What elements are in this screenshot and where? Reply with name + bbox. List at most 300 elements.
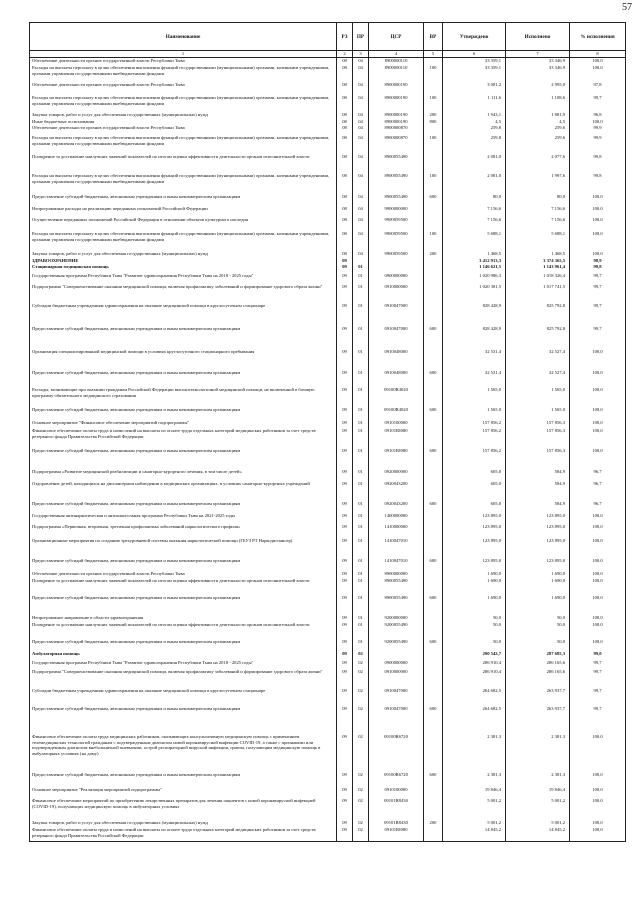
cell-vr: 200 (424, 820, 443, 827)
table-row (30, 501, 626, 513)
cell-name: Государственная антинаркотическая и антиалкогольная программа Республики Тыва на 2021-2025 годы (30, 513, 337, 524)
cell-approved: 157 856,2 (443, 448, 506, 469)
cell-executed: 5 001,2 (506, 798, 570, 820)
cell-percent: 96,7 (570, 481, 626, 501)
table-body (30, 58, 626, 842)
cell-csr: 0910048000 (369, 349, 424, 370)
cell-name: Предоставление субсидий бюджетным, автономным учреждениям и иным некоммерческим организациям (30, 501, 337, 513)
cell-vr (424, 660, 443, 669)
table-row (30, 706, 626, 734)
header-pr: ПР (353, 23, 369, 51)
cell-rz: 09 (337, 820, 353, 827)
cell-vr (424, 524, 443, 538)
cell-rz: 09 (337, 326, 353, 349)
cell-rz: 08 (337, 194, 353, 206)
cell-percent: 100,0 (570, 513, 626, 524)
cell-vr (424, 154, 443, 173)
header-vr: ВР (424, 23, 443, 51)
header-csr: ЦСР (369, 23, 424, 51)
cell-approved: 50,0 (443, 615, 506, 622)
cell-csr: 09101RI080 (369, 448, 424, 469)
cell-vr: 600 (424, 558, 443, 571)
cell-vr (424, 125, 443, 135)
cell-percent: 100,0 (570, 119, 626, 125)
cell-pr: 01 (353, 370, 369, 387)
cell-pr: 04 (353, 206, 369, 217)
cell-rz: 09 (337, 448, 353, 469)
cell-executed: 157 856,3 (506, 428, 570, 448)
cell-executed: 1 881,9 (506, 112, 570, 119)
cell-approved: 7 156,6 (443, 217, 506, 231)
cell-percent: 99,7 (570, 706, 626, 734)
cell-rz: 08 (337, 217, 353, 231)
cell-pr: 04 (353, 125, 369, 135)
cell-vr: 100 (424, 65, 443, 82)
cell-percent: 100,0 (570, 639, 626, 651)
cell-executed: 2 381,3 (506, 734, 570, 772)
cell-csr: 8900000110 (369, 58, 424, 66)
cell-approved: 5 001,2 (443, 798, 506, 820)
cell-rz: 09 (337, 558, 353, 571)
cell-csr: 09101RI080 (369, 428, 424, 448)
cell-csr: 09101R8430 (369, 820, 424, 827)
cell-pr: 01 (353, 538, 369, 558)
cell-pr: 04 (353, 135, 369, 154)
cell-rz: 09 (337, 669, 353, 688)
cell-approved: 32 531,4 (443, 349, 506, 370)
cell-name: Предоставление субсидий бюджетным, автономным учреждениям и иным некоммерческим организациям (30, 558, 337, 571)
table-row (30, 206, 626, 217)
cell-pr: 04 (353, 251, 369, 258)
cell-approved: 4,5 (443, 119, 506, 125)
table-row (30, 173, 626, 194)
cell-approved: 828 428,9 (443, 326, 506, 349)
cell-percent: 100,0 (570, 58, 626, 66)
cell-csr: 8900000870 (369, 135, 424, 154)
cell-executed: 1 468,5 (506, 251, 570, 258)
cell-pr: 01 (353, 387, 369, 407)
cell-rz: 09 (337, 273, 353, 284)
cell-approved: 605,0 (443, 501, 506, 513)
cell-vr (424, 798, 443, 820)
cell-executed: 287 685,3 (506, 651, 570, 660)
cell-csr: 1410047010 (369, 558, 424, 571)
cell-rz: 09 (337, 639, 353, 651)
cell-csr: 0910047000 (369, 706, 424, 734)
cell-rz: 09 (337, 428, 353, 448)
cell-vr: 600 (424, 501, 443, 513)
cell-pr: 04 (353, 231, 369, 251)
cell-rz: 09 (337, 469, 353, 481)
cell-vr: 200 (424, 251, 443, 258)
cell-approved: 2 081,0 (443, 154, 506, 173)
cell-pr: 02 (353, 669, 369, 688)
cell-percent: 100,0 (570, 538, 626, 558)
cell-percent: 99,8 (570, 173, 626, 194)
cell-rz: 09 (337, 349, 353, 370)
cell-vr: 600 (424, 194, 443, 206)
cell-name: Расходы на выплаты персоналу в целях обеспечения выполнения функций государственными (муниципальными) органами, казенными учреждениями, органами управления государственными внебюджетными фондами (30, 135, 337, 154)
table-row (30, 448, 626, 469)
table-row (30, 251, 626, 258)
cell-vr (424, 669, 443, 688)
cell-percent: 99,7 (570, 95, 626, 112)
cell-approved: 1 468,5 (443, 251, 506, 258)
cell-vr (424, 571, 443, 578)
table-row (30, 349, 626, 370)
cell-csr: 9200055490 (369, 622, 424, 639)
cell-executed: 1 143 961,4 (506, 264, 570, 273)
cell-vr: 600 (424, 639, 443, 651)
cell-pr: 01 (353, 571, 369, 578)
cell-approved: 123 895,0 (443, 558, 506, 571)
cell-csr: 8900000000 (369, 571, 424, 578)
cell-csr (369, 264, 424, 273)
cell-percent: 100,0 (570, 595, 626, 615)
cell-approved: 33 359,1 (443, 58, 506, 66)
cell-rz: 09 (337, 501, 353, 513)
cell-rz: 09 (337, 387, 353, 407)
cell-approved: 19 846,4 (443, 787, 506, 798)
cell-csr: 8900000110 (369, 65, 424, 82)
cell-name: Расходы на выплаты персоналу в целях обеспечения выполнения функций государственными (муниципальными) органами, казенными учреждениями, органами управления государственными внебюджетными фондами (30, 95, 337, 112)
cell-vr (424, 469, 443, 481)
cell-name: Поощрение за достижение наилучших значений показателей по итогам оценки эффективности деятельности органов исполнительной власти (30, 578, 337, 595)
table-row (30, 428, 626, 448)
cell-name: Основное мероприятие "Реализация мероприятий подпрограммы" (30, 787, 337, 798)
cell-name: Амбулаторная помощь (30, 651, 337, 660)
cell-name: Предоставление субсидий бюджетным, автономным учреждениям и иным некоммерческим организациям (30, 370, 337, 387)
cell-percent: 100,0 (570, 615, 626, 622)
cell-name: Финансовое обеспечение мероприятий по приобретению лекарственных препаратов для лечения пациентов с новой коронавирусной инфекцией (COVID-19), получающих медицинскую помощь в амбулаторных условиях (30, 798, 337, 820)
cell-vr: 100 (424, 95, 443, 112)
cell-csr: 09100R6720 (369, 734, 424, 772)
cell-csr: 09100R4020 (369, 407, 424, 420)
cell-executed: 5 688,1 (506, 231, 570, 251)
cell-executed: 7 156,6 (506, 217, 570, 231)
cell-executed: 286 165,6 (506, 660, 570, 669)
cell-csr: 9900059500 (369, 217, 424, 231)
cell-rz: 09 (337, 303, 353, 326)
cell-csr: 0920000000 (369, 469, 424, 481)
cell-executed: 32 527,4 (506, 349, 570, 370)
cell-percent: 99,7 (570, 303, 626, 326)
cell-csr: 8900055490 (369, 194, 424, 206)
cell-approved: 1 690,0 (443, 578, 506, 595)
cell-percent: 100,0 (570, 194, 626, 206)
table-row (30, 326, 626, 349)
column-number: 8 (570, 51, 626, 58)
cell-name: Стационарная медицинская помощь (30, 264, 337, 273)
cell-percent: 96,7 (570, 501, 626, 513)
cell-executed: 584,9 (506, 469, 570, 481)
cell-rz: 09 (337, 264, 353, 273)
cell-percent: 100,0 (570, 428, 626, 448)
cell-executed: 50,0 (506, 615, 570, 622)
cell-approved: 14 845,2 (443, 827, 506, 842)
cell-rz: 09 (337, 407, 353, 420)
cell-name: Финансовое обеспечение оплаты труда медицинских работников, оказывающих консультативную медицинскую помощь с применением телемедицинских технологий гражданам с подтвержденным диагнозом новой коронавирусной инфекции COVID-19, а также с признаками или подтвержденным диагнозом внебольничной пневмонии, острой респираторной вирусной инфекции, гриппа, получающим медицинскую помощь в амбулаторных условиях (на дому) (30, 734, 337, 772)
cell-csr: 9200055490 (369, 639, 424, 651)
cell-approved: 32 531,4 (443, 370, 506, 387)
cell-percent: 100,0 (570, 827, 626, 842)
cell-percent: 100,0 (570, 387, 626, 407)
cell-vr (424, 651, 443, 660)
cell-rz: 08 (337, 95, 353, 112)
table-row (30, 303, 626, 326)
cell-executed: 1 108,6 (506, 95, 570, 112)
table-row (30, 734, 626, 772)
cell-approved: 1 565,0 (443, 407, 506, 420)
cell-vr (424, 82, 443, 95)
cell-name: Оздоровление детей, находящихся на диспансерном наблюдении в медицинских организациях, в условиях санаторно-курортных учреждений (30, 481, 337, 501)
cell-pr: 04 (353, 154, 369, 173)
table-row (30, 82, 626, 95)
cell-executed: 1 690,0 (506, 571, 570, 578)
cell-csr: 09100R4020 (369, 387, 424, 407)
column-number: 6 (443, 51, 506, 58)
table-row (30, 639, 626, 651)
cell-name: Подпрограмма «Развитие медицинской реабилитации и санаторно-курортного лечения, в том числе детей» (30, 469, 337, 481)
cell-name: Непрограммные расходы на реализацию переданных полномочий Российской Федерации (30, 206, 337, 217)
cell-name: Предоставление субсидий бюджетным, автономным учреждениям и иным некоммерческим организациям (30, 326, 337, 349)
cell-vr (424, 622, 443, 639)
cell-percent: 100,0 (570, 217, 626, 231)
cell-name: Предоставление субсидий бюджетным, автономным учреждениям и иным некоммерческим организациям (30, 595, 337, 615)
cell-vr (424, 688, 443, 706)
cell-percent: 99,8 (570, 264, 626, 273)
cell-csr: 09101R8430 (369, 798, 424, 820)
cell-vr (424, 538, 443, 558)
cell-executed: 123 895,0 (506, 513, 570, 524)
cell-rz: 09 (337, 578, 353, 595)
cell-csr: 0910100000 (369, 420, 424, 428)
cell-approved: 286 910,4 (443, 669, 506, 688)
cell-pr: 01 (353, 407, 369, 420)
cell-pr: 02 (353, 798, 369, 820)
cell-percent: 96,7 (570, 469, 626, 481)
cell-csr: 0900000000 (369, 273, 424, 284)
cell-pr: 01 (353, 284, 369, 303)
cell-name: Предоставление субсидий бюджетным, автономным учреждениям и иным некоммерческим организациям (30, 194, 337, 206)
cell-pr: 04 (353, 173, 369, 194)
table-row (30, 273, 626, 284)
cell-csr: 0910047000 (369, 688, 424, 706)
header-executed: Исполнено (506, 23, 570, 51)
cell-percent: 100,0 (570, 524, 626, 538)
cell-executed: 19 846,4 (506, 787, 570, 798)
cell-approved: 123 895,0 (443, 538, 506, 558)
cell-executed: 2 995,0 (506, 82, 570, 95)
cell-percent: 100,0 (570, 206, 626, 217)
cell-percent: 100,0 (570, 420, 626, 428)
cell-pr: 01 (353, 501, 369, 513)
cell-vr (424, 217, 443, 231)
cell-percent: 98,9 (570, 258, 626, 264)
cell-approved: 1 020 986,3 (443, 273, 506, 284)
cell-approved: 264 682,5 (443, 706, 506, 734)
cell-percent: 99,8 (570, 154, 626, 173)
cell-rz: 09 (337, 370, 353, 387)
cell-rz: 08 (337, 119, 353, 125)
table-row (30, 558, 626, 571)
cell-csr: 8900000190 (369, 95, 424, 112)
cell-name: Организационные мероприятия по созданию трехуровневой системы оказания наркологической помощи (ГБУЗ РТ Наркодиспансер) (30, 538, 337, 558)
cell-name: Субсидии бюджетным учреждениям здравоохранения на оказание медицинской помощи в круглосуточном стационаре (30, 303, 337, 326)
cell-pr: 01 (353, 428, 369, 448)
cell-executed: 14 845,2 (506, 827, 570, 842)
cell-approved: 259,8 (443, 125, 506, 135)
cell-name: ЗДРАВООХРАНЕНИЕ (30, 258, 337, 264)
cell-executed: 123 895,0 (506, 524, 570, 538)
table-row (30, 420, 626, 428)
cell-executed: 825 792,8 (506, 326, 570, 349)
cell-csr: 8900000870 (369, 125, 424, 135)
cell-name: Обеспечение деятельности органов государственной власти Республики Тыва (30, 58, 337, 66)
cell-percent: 99,7 (570, 273, 626, 284)
cell-executed: 80,0 (506, 194, 570, 206)
table-row (30, 669, 626, 688)
cell-name: Подпрограмма "Совершенствование оказания медицинской помощи, включая профилактику заболеваний и формирование здорового образа жизни" (30, 669, 337, 688)
cell-rz: 08 (337, 251, 353, 258)
cell-csr: 8900000190 (369, 112, 424, 119)
table-row (30, 481, 626, 501)
cell-rz: 09 (337, 772, 353, 787)
cell-approved: 1 565,0 (443, 387, 506, 407)
cell-vr (424, 349, 443, 370)
cell-executed: 157 856,3 (506, 420, 570, 428)
cell-vr: 600 (424, 706, 443, 734)
cell-csr: 8900055490 (369, 595, 424, 615)
cell-approved: 1 020 381,5 (443, 284, 506, 303)
table-row (30, 524, 626, 538)
table-row (30, 622, 626, 639)
cell-rz: 09 (337, 571, 353, 578)
cell-vr (424, 387, 443, 407)
cell-percent: 100,0 (570, 65, 626, 82)
cell-rz: 09 (337, 827, 353, 842)
cell-pr: 02 (353, 660, 369, 669)
cell-approved: 1 690,0 (443, 595, 506, 615)
cell-name: Закупка товаров, работ и услуг для обеспечения государственных (муниципальных) нужд (30, 251, 337, 258)
cell-pr: 01 (353, 469, 369, 481)
header-rz: РЗ (337, 23, 353, 51)
cell-executed: 263 937,7 (506, 688, 570, 706)
cell-pr: 02 (353, 651, 369, 660)
table-row (30, 125, 626, 135)
cell-csr: 0910100000 (369, 787, 424, 798)
cell-rz: 09 (337, 420, 353, 428)
cell-vr: 800 (424, 119, 443, 125)
table-row (30, 615, 626, 622)
cell-pr: 04 (353, 82, 369, 95)
cell-executed: 5 001,2 (506, 820, 570, 827)
cell-pr: 01 (353, 273, 369, 284)
cell-name: Закупка товаров, работ и услуг для обеспечения государственных (муниципальных) нужд (30, 820, 337, 827)
cell-name: Расходы на выплаты персоналу в целях обеспечения выполнения функций государственными (муниципальными) органами, казенными учреждениями, органами управления государственными внебюджетными фондами (30, 173, 337, 194)
cell-vr: 600 (424, 448, 443, 469)
table-row (30, 95, 626, 112)
cell-percent: 100,0 (570, 349, 626, 370)
cell-vr: 100 (424, 231, 443, 251)
page-number: 57 (622, 2, 632, 13)
cell-csr: 1410047010 (369, 538, 424, 558)
cell-vr: 600 (424, 370, 443, 387)
cell-rz: 09 (337, 622, 353, 639)
cell-csr: 1400000000 (369, 513, 424, 524)
cell-pr: 01 (353, 578, 369, 595)
cell-pr: 02 (353, 827, 369, 842)
cell-pr: 04 (353, 95, 369, 112)
cell-rz: 08 (337, 206, 353, 217)
cell-approved: 157 856,2 (443, 428, 506, 448)
cell-executed: 4,5 (506, 119, 570, 125)
table-row (30, 135, 626, 154)
cell-rz: 09 (337, 734, 353, 772)
cell-percent: 96,8 (570, 112, 626, 119)
table-row (30, 154, 626, 173)
cell-pr: 01 (353, 639, 369, 651)
cell-rz: 08 (337, 58, 353, 66)
cell-percent: 100,0 (570, 231, 626, 251)
cell-csr: 0910047000 (369, 303, 424, 326)
cell-executed: 32 527,4 (506, 370, 570, 387)
cell-name: Государственная программа Республики Тыва "Развитие здравоохранения Республики Тыва на 2018 - 2025 годы" (30, 273, 337, 284)
cell-pr: 01 (353, 303, 369, 326)
cell-executed: 33 346,9 (506, 58, 570, 66)
cell-percent: 100,0 (570, 820, 626, 827)
cell-vr (424, 578, 443, 595)
header-percent: % исполнения (570, 23, 626, 51)
cell-percent: 99,7 (570, 284, 626, 303)
cell-rz: 09 (337, 538, 353, 558)
table-row (30, 231, 626, 251)
table-row (30, 407, 626, 420)
cell-executed: 123 895,0 (506, 538, 570, 558)
cell-approved: 286 910,4 (443, 660, 506, 669)
cell-approved: 264 682,5 (443, 688, 506, 706)
table-row (30, 787, 626, 798)
cell-executed: 1 690,0 (506, 595, 570, 615)
table-row (30, 370, 626, 387)
cell-pr: 01 (353, 448, 369, 469)
cell-executed: 1 565,0 (506, 387, 570, 407)
cell-executed: 2 077,6 (506, 154, 570, 173)
cell-approved: 290 542,7 (443, 651, 506, 660)
budget-execution-table (29, 22, 625, 842)
table-row (30, 194, 626, 206)
table-row (30, 595, 626, 615)
cell-vr (424, 420, 443, 428)
cell-percent: 99,7 (570, 669, 626, 688)
cell-rz: 09 (337, 524, 353, 538)
cell-rz: 09 (337, 481, 353, 501)
cell-name: Предоставление субсидий бюджетным, автономным учреждениям и иным некоммерческим организациям (30, 407, 337, 420)
cell-rz: 09 (337, 787, 353, 798)
cell-percent: 100,0 (570, 407, 626, 420)
table-row (30, 217, 626, 231)
cell-pr: 02 (353, 772, 369, 787)
cell-percent: 99,0 (570, 651, 626, 660)
cell-percent: 99,9 (570, 135, 626, 154)
cell-vr: 200 (424, 112, 443, 119)
cell-pr: 01 (353, 513, 369, 524)
table-row (30, 112, 626, 119)
cell-approved: 828 428,9 (443, 303, 506, 326)
cell-approved: 123 895,0 (443, 513, 506, 524)
cell-approved: 157 856,2 (443, 420, 506, 428)
cell-percent: 97,8 (570, 82, 626, 95)
